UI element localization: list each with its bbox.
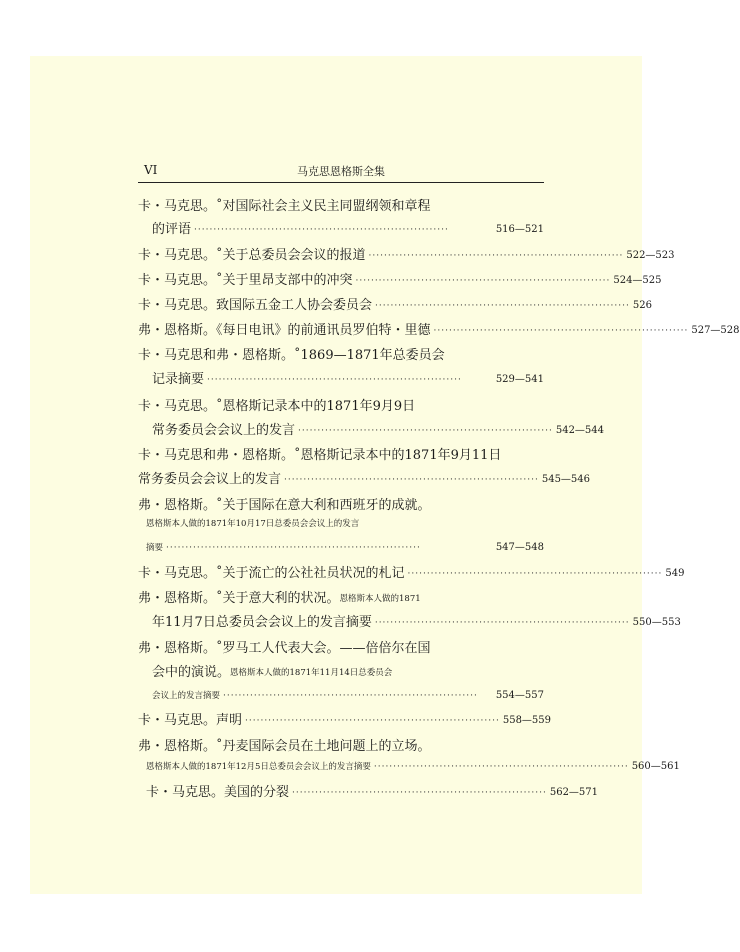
entry-text: 摘要 xyxy=(146,543,164,553)
dot-leader: ·································································· xyxy=(433,326,689,336)
toc-entry xyxy=(138,589,544,609)
dot-leader: ·································································· xyxy=(194,225,449,235)
toc-entry xyxy=(138,346,544,366)
entry-text: 弗・恩格斯。《每日电讯》的前通讯员罗伯特・里德 xyxy=(138,323,431,338)
entry-text: 卡・马克思和弗・恩格斯。˚1869—1871年总委员会 xyxy=(138,348,445,363)
toc-entry xyxy=(138,246,675,266)
dot-leader: ·································································· xyxy=(284,475,539,485)
entry-pages: 560—561 xyxy=(631,761,680,772)
entry-text: 卡・马克思。˚关于流亡的公社社员状况的札记 xyxy=(138,566,405,581)
dot-leader: ·································································· xyxy=(166,543,421,553)
dot-leader: ·································································· xyxy=(375,301,630,311)
entry-text: 会中的演说。 xyxy=(152,665,231,680)
toc-entry xyxy=(146,514,544,534)
toc-entry xyxy=(138,470,591,490)
entry-pages: 562—571 xyxy=(549,787,599,798)
dot-leader: ·································································· xyxy=(292,788,547,798)
dot-leader: ·································································· xyxy=(223,691,478,701)
entry-text: 年11月7日总委员会会议上的发言摘要 xyxy=(152,615,372,630)
toc-entry xyxy=(138,639,544,659)
dot-leader: ·································································· xyxy=(298,426,553,436)
toc-entry xyxy=(138,321,740,341)
toc-entry xyxy=(138,496,544,516)
page-number: VI xyxy=(144,163,158,177)
entry-pages: 524—525 xyxy=(613,275,662,286)
toc-entry xyxy=(138,564,685,584)
toc-entry xyxy=(138,197,544,217)
entry-text: 卡・马克思。致国际五金工人协会委员会 xyxy=(138,298,373,313)
entry-text: 常务委员会会议上的发言 xyxy=(138,472,282,487)
entry-pages: 550—553 xyxy=(632,617,681,628)
entry-note: 恩格斯本人做的1871年11月14日总委员会 xyxy=(230,668,393,678)
entry-pages: 545—546 xyxy=(541,474,591,485)
entry-pages: 549 xyxy=(665,568,685,579)
toc-entry xyxy=(146,538,544,558)
entry-text: 弗・恩格斯。˚丹麦国际会员在土地问题上的立场。 xyxy=(138,739,431,754)
toc-entry xyxy=(152,613,681,633)
entry-text: 的评语 xyxy=(152,222,192,237)
entry-note: 恩格斯本人做的1871 xyxy=(339,594,421,604)
entry-pages: 527—528 xyxy=(691,325,740,336)
entry-pages: 547—548 xyxy=(495,542,544,553)
entry-pages: 522—523 xyxy=(626,250,675,261)
toc-entry xyxy=(138,737,544,757)
toc-entry xyxy=(152,663,544,683)
entry-text: 弗・恩格斯。˚关于意大利的状况。 xyxy=(138,591,340,606)
toc-entry xyxy=(138,271,662,291)
toc-entry xyxy=(138,397,544,417)
entry-pages: 554—557 xyxy=(495,690,544,701)
dot-leader: ·································································· xyxy=(245,716,500,726)
toc-entry xyxy=(152,370,544,390)
toc-entry xyxy=(152,220,544,240)
entry-text: 卡・马克思。˚对国际社会主义民主同盟纲领和章程 xyxy=(138,199,431,214)
entry-text: 常务委员会会议上的发言 xyxy=(152,423,296,438)
entry-text: 卡・马克思。˚关于总委员会会议的报道 xyxy=(138,248,366,263)
dot-leader: ·································································· xyxy=(407,569,663,579)
entry-pages: 529—541 xyxy=(495,374,544,385)
toc-entry xyxy=(152,421,605,441)
toc-entry xyxy=(138,296,652,316)
entry-pages: 526 xyxy=(632,300,652,311)
entry-text: 卡・马克思。˚恩格斯记录本中的1871年9月9日 xyxy=(138,399,416,414)
entry-text: 卡・马克思。˚关于里昂支部中的冲突 xyxy=(138,273,353,288)
entry-text: 卡・马克思。美国的分裂 xyxy=(146,785,290,800)
entry-pages: 558—559 xyxy=(502,715,552,726)
dot-leader: ·································································· xyxy=(373,762,629,772)
running-title: 马克思恩格斯全集 xyxy=(297,165,385,178)
dot-leader: ·································································· xyxy=(207,375,462,385)
toc-entry xyxy=(146,757,680,777)
entry-text: 卡・马克思和弗・恩格斯。˚恩格斯记录本中的1871年9月11日 xyxy=(138,448,502,463)
entry-text: 弗・恩格斯。˚罗马工人代表大会。——倍倍尔在国 xyxy=(138,641,431,656)
entry-pages: 516—521 xyxy=(495,224,544,235)
entry-text: 会议上的发言摘要 xyxy=(152,691,221,701)
entry-text: 记录摘要 xyxy=(152,372,205,387)
toc-entry xyxy=(138,446,544,466)
toc-entry xyxy=(152,686,544,706)
dot-leader: ·································································· xyxy=(355,276,611,286)
dot-leader: ·································································· xyxy=(368,251,624,261)
toc-entry xyxy=(146,783,599,803)
running-header xyxy=(138,162,544,183)
entry-note: 恩格斯本人做的1871年12月5日总委员会会议上的发言摘要 xyxy=(146,762,371,772)
toc-entry xyxy=(138,711,552,731)
dot-leader: ·································································· xyxy=(374,618,630,628)
entry-note: 恩格斯本人做的1871年10月17日总委员会会议上的发言 xyxy=(146,519,360,529)
entry-pages: 542—544 xyxy=(555,425,605,436)
entry-text: 弗・恩格斯。˚关于国际在意大利和西班牙的成就。 xyxy=(138,498,431,513)
entry-text: 卡・马克思。声明 xyxy=(138,713,243,728)
